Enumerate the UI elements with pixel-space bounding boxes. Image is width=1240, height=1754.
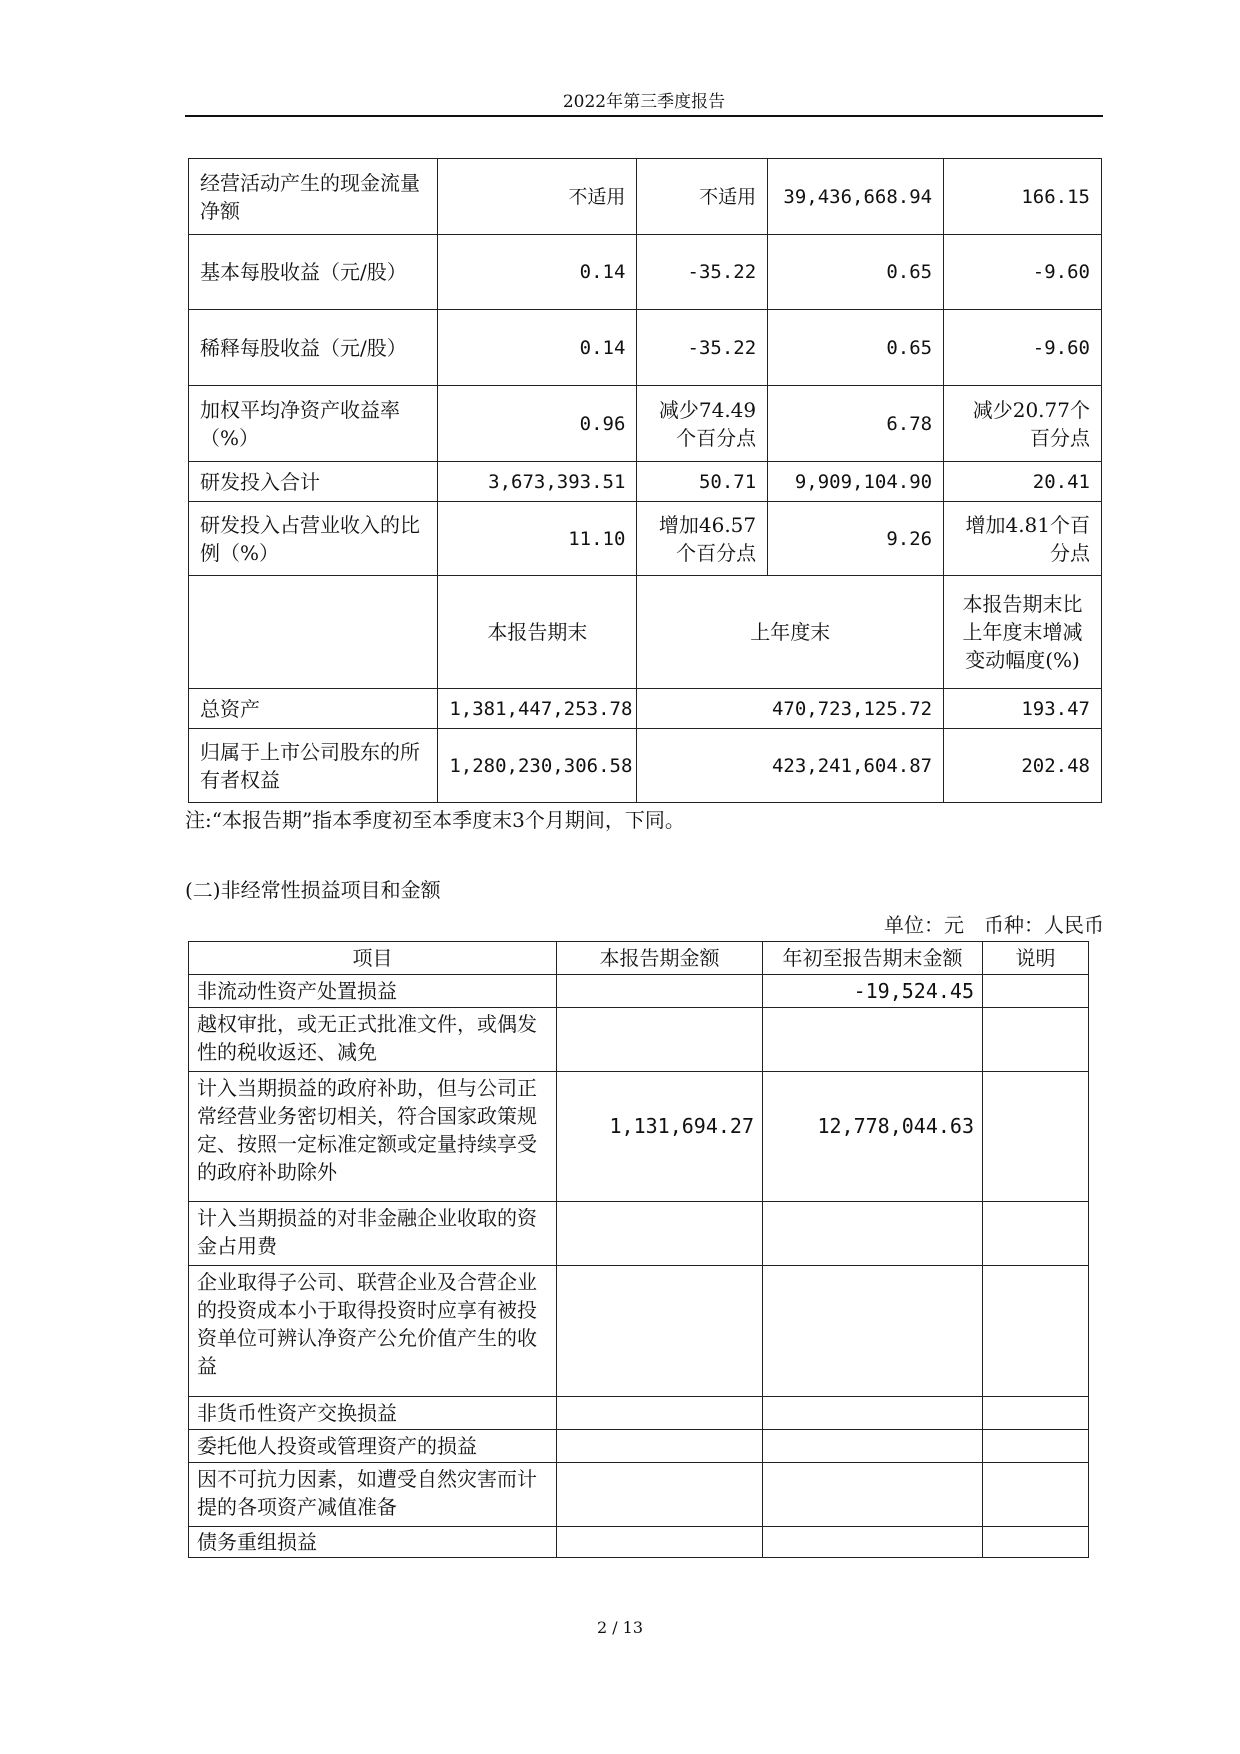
table-header-row <box>189 942 1089 975</box>
cell <box>983 1266 1089 1397</box>
cell: 12,778,044.63 <box>763 1072 983 1202</box>
cell: 1,131,694.27 <box>557 1072 763 1202</box>
cell <box>763 1463 983 1527</box>
table-note: 注:“本报告期”指本季度初至本季度末3个月期间，下同。 <box>185 808 685 832</box>
table-row <box>189 1202 1089 1266</box>
blank-cell <box>189 576 438 689</box>
item-label: 计入当期损益的政府补助，但与公司正常经营业务密切相关，符合国家政策规定、按照一定标准定额或定量持续享受的政府补助除外 <box>189 1072 557 1202</box>
row-label: 经营活动产生的现金流量净额 <box>189 159 438 235</box>
item-label: 企业取得子公司、联营企业及合营企业的投资成本小于取得投资时应享有被投资单位可辨认净资产公允价值产生的收益 <box>189 1266 557 1397</box>
cell <box>983 1397 1089 1430</box>
cell <box>763 1266 983 1397</box>
item-label: 委托他人投资或管理资产的损益 <box>189 1430 557 1463</box>
table-row <box>189 1430 1089 1463</box>
cell: 0.14 <box>438 310 637 386</box>
cell <box>557 1463 763 1527</box>
header-rule <box>185 115 1103 117</box>
section-title: (二)非经常性损益项目和金额 <box>185 878 441 902</box>
table-row <box>189 1527 1089 1558</box>
table-row <box>189 729 1102 803</box>
cell: 6.78 <box>768 386 944 462</box>
cell: 423,241,604.87 <box>637 729 944 803</box>
cell: 20.41 <box>944 462 1102 502</box>
item-label: 计入当期损益的对非金融企业收取的资金占用费 <box>189 1202 557 1266</box>
cell: 9,909,104.90 <box>768 462 944 502</box>
page-header: 2022年第三季度报告 <box>562 92 726 112</box>
table-row <box>189 1072 1089 1202</box>
cell: -9.60 <box>944 235 1102 310</box>
item-label: 债务重组损益 <box>189 1527 557 1558</box>
cell: 减少74.49个百分点 <box>637 386 768 462</box>
cell <box>557 1397 763 1430</box>
table-row <box>189 159 1102 235</box>
cell: 470,723,125.72 <box>637 689 944 729</box>
cell <box>763 1430 983 1463</box>
table-row <box>189 235 1102 310</box>
table-row <box>189 1008 1089 1072</box>
cell: 39,436,668.94 <box>768 159 944 235</box>
table-row <box>189 386 1102 462</box>
item-label: 因不可抗力因素，如遭受自然灾害而计提的各项资产减值准备 <box>189 1463 557 1527</box>
cell: 减少20.77个百分点 <box>944 386 1102 462</box>
cell <box>983 1430 1089 1463</box>
cell: 3,673,393.51 <box>438 462 637 502</box>
cell: -35.22 <box>637 235 768 310</box>
cell <box>557 1266 763 1397</box>
column-header: 项目 <box>189 942 557 975</box>
column-header: 本报告期末比上年度末增减变动幅度(%) <box>944 576 1102 689</box>
row-label: 归属于上市公司股东的所有者权益 <box>189 729 438 803</box>
cell: 166.15 <box>944 159 1102 235</box>
cell <box>983 1463 1089 1527</box>
cell <box>983 1008 1089 1072</box>
row-label: 研发投入占营业收入的比例（%） <box>189 502 438 576</box>
table-row <box>189 975 1089 1008</box>
item-label: 越权审批，或无正式批准文件，或偶发性的税收返还、减免 <box>189 1008 557 1072</box>
cell: 11.10 <box>438 502 637 576</box>
cell: 202.48 <box>944 729 1102 803</box>
cell: -35.22 <box>637 310 768 386</box>
cell: 增加46.57个百分点 <box>637 502 768 576</box>
non-recurring-items-table <box>188 941 1089 1558</box>
key-financials-table <box>188 158 1102 803</box>
cell <box>557 1008 763 1072</box>
item-label: 非货币性资产交换损益 <box>189 1397 557 1430</box>
page-number: 2 / 13 <box>596 1618 644 1637</box>
cell: -19,524.45 <box>763 975 983 1008</box>
cell <box>763 1008 983 1072</box>
cell <box>983 1202 1089 1266</box>
table-row <box>189 310 1102 386</box>
cell <box>557 975 763 1008</box>
cell: 50.71 <box>637 462 768 502</box>
table-row <box>189 462 1102 502</box>
cell <box>983 975 1089 1008</box>
item-label: 非流动性资产处置损益 <box>189 975 557 1008</box>
table-row <box>189 1463 1089 1527</box>
cell <box>983 1072 1089 1202</box>
row-label: 研发投入合计 <box>189 462 438 502</box>
row-label: 稀释每股收益（元/股） <box>189 310 438 386</box>
row-label: 基本每股收益（元/股） <box>189 235 438 310</box>
cell <box>557 1527 763 1558</box>
cell <box>763 1527 983 1558</box>
cell: 1,280,230,306.58 <box>438 729 637 803</box>
cell <box>763 1397 983 1430</box>
table-row <box>189 689 1102 729</box>
cell <box>557 1202 763 1266</box>
cell: 不适用 <box>637 159 768 235</box>
cell: 0.65 <box>768 235 944 310</box>
cell: 不适用 <box>438 159 637 235</box>
cell: 增加4.81个百分点 <box>944 502 1102 576</box>
cell: 9.26 <box>768 502 944 576</box>
cell: -9.60 <box>944 310 1102 386</box>
cell <box>557 1430 763 1463</box>
row-label: 加权平均净资产收益率（%） <box>189 386 438 462</box>
column-header: 本报告期末 <box>438 576 637 689</box>
cell: 193.47 <box>944 689 1102 729</box>
table-row <box>189 1266 1089 1397</box>
cell: 0.96 <box>438 386 637 462</box>
table-row <box>189 502 1102 576</box>
cell: 0.14 <box>438 235 637 310</box>
row-label: 总资产 <box>189 689 438 729</box>
cell <box>763 1202 983 1266</box>
cell: 1,381,447,253.78 <box>438 689 637 729</box>
column-header: 本报告期金额 <box>557 942 763 975</box>
column-header: 说明 <box>983 942 1089 975</box>
table-subheader-row <box>189 576 1102 689</box>
column-header: 上年度末 <box>637 576 944 689</box>
table-row <box>189 1397 1089 1430</box>
unit-label: 单位：元 币种：人民币 <box>884 913 1104 937</box>
cell: 0.65 <box>768 310 944 386</box>
cell <box>983 1527 1089 1558</box>
column-header: 年初至报告期末金额 <box>763 942 983 975</box>
